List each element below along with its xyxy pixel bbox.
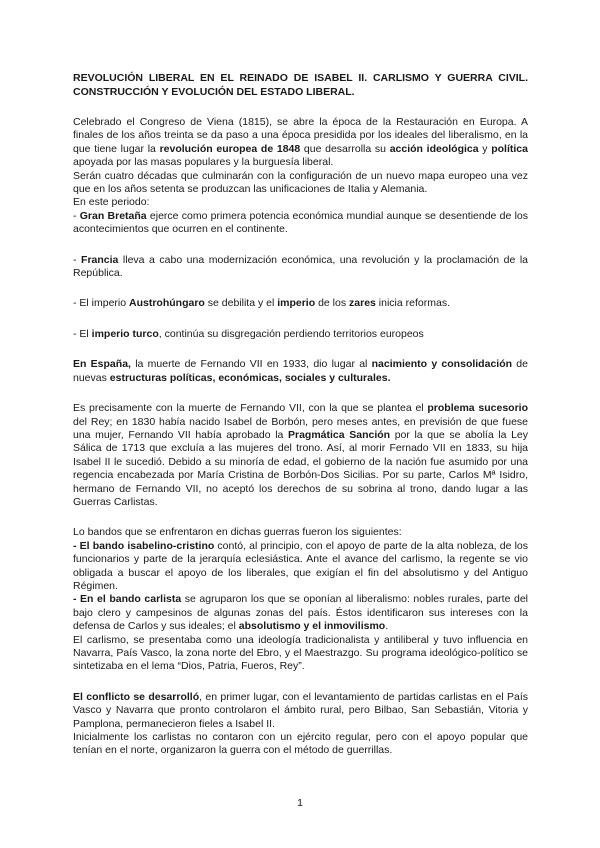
- document-body: [73, 72, 528, 758]
- bold-run: Austrohúngaro: [129, 297, 205, 310]
- bold-run: absolutismo y el inmovilismo: [238, 620, 386, 633]
- sucesion-paragraph: [73, 402, 528, 509]
- text-run: la muerte de Fernando VII en 1933, dio lugar al: [130, 358, 372, 371]
- bando-isabelino-paragraph: [73, 540, 528, 594]
- text-run: Es precisamente con la muerte de Fernando VII, con la que se plantea el: [73, 402, 428, 415]
- bold-run: imperio: [277, 297, 316, 310]
- text-run: de los: [315, 297, 350, 310]
- text-run: de nuevas: [73, 358, 528, 384]
- bold-run: El conflicto se desarrolló: [73, 690, 200, 703]
- list-item-francia: [73, 254, 528, 281]
- text-run: Celebrado el Congreso de Viena (1815), se abre la época de la Restauración en Europa. A finales de los años treinta se da paso a una época presidida por los ideales del liberalismo, en la que tiene lugar la: [73, 116, 528, 155]
- bold-run: política: [491, 142, 528, 155]
- intro-paragraph: [73, 116, 528, 170]
- intro-paragraph-2: Serán cuatro décadas que culminarán con la configuración de un nuevo mapa europeo una vez que en los años setenta se produzcan las unificaciones de Italia y Alemania.: [73, 169, 528, 196]
- text-run: del Rey; en 1830 había nacido Isabel de Borbón, pero meses antes, en previsión de que fuese una mujer, Fernando VII había aprobado la: [73, 415, 528, 441]
- document-title: REVOLUCIÓN LIBERAL EN EL REINADO DE ISABEL II. CARLISMO Y GUERRA CIVIL. CONSTRUCCIÓN Y EVOLUCIÓN DEL ESTADO LIBERAL.: [73, 72, 528, 98]
- spacer: [73, 237, 528, 254]
- carlismo-paragraph: El carlismo, se presentaba como una ideología tradicionalista y antiliberal y tuvo influencia en Navarra, País Vasco, la zona norte del Ebro, y el Maestrazgo. Su programa ideológico-político se sintetizaba en el lema “Dios, Patria, Fueros, Rey”.: [73, 633, 528, 673]
- espana-paragraph: [73, 358, 528, 385]
- bandos-intro: Lo bandos que se enfrentaron en dichas guerras fueron los siguientes:: [73, 526, 402, 539]
- bold-run: problema sucesorio: [427, 402, 528, 415]
- page-number: 1: [297, 797, 303, 809]
- text-run: , en primer lugar, con el levantamiento de partidas carlistas en el País Vasco y Navarra que pronto controlaron el ámbito rural, pero Bilbao, San Sebastián, Vitoria y Pamplona, permanecieron fieles a Isabel II.: [73, 690, 528, 730]
- text-run: y: [478, 142, 492, 155]
- text-run: se agruparon los que se oponían al liberalismo: nobles rurales, parte del bajo clero y campesinos de algunas zonas del país. Éstos identificaron sus intereses con la defensa de Carlos y sus ideales; el: [73, 593, 528, 633]
- text-run: - El: [73, 327, 92, 340]
- bold-run: acción ideológica: [389, 142, 479, 155]
- spacer: [73, 385, 528, 402]
- conflicto-paragraph-2: Inicialmente los carlistas no contaron con un ejército regular, pero con el apoyo popular que tenían en el norte, organizaron la guerra con el método de guerrillas.: [73, 731, 528, 757]
- list-item-imperio-turco: [73, 328, 528, 341]
- spacer: [73, 674, 528, 691]
- spacer: [73, 341, 528, 358]
- bold-run: En España,: [73, 358, 131, 371]
- bold-run: - En el bando carlista: [73, 593, 182, 606]
- bold-run: Pragmática Sanción: [288, 428, 391, 441]
- bold-run: estructuras políticas, económicas, sociales y culturales.: [109, 371, 391, 384]
- text-run: -: [73, 253, 82, 266]
- bold-run: zares: [349, 297, 376, 310]
- text-run: ejerce como primera potencia económica mundial aunque se desentiende de los acontecimientos que ocurren en el continente.: [73, 209, 529, 236]
- bold-run: imperio turco: [91, 327, 159, 340]
- text-run: se debilita y el: [204, 297, 278, 310]
- spacer: [73, 509, 528, 526]
- spacer: [73, 280, 528, 297]
- text-run: apoyada por las masas populares y la burguesía liberal.: [73, 156, 334, 169]
- bold-run: - El bando isabelino-cristino: [73, 539, 215, 552]
- bando-carlista-paragraph: [73, 593, 528, 633]
- text-run: .: [385, 620, 389, 633]
- text-run: que desarrolla su: [300, 142, 390, 155]
- text-run: inicia reformas.: [375, 297, 450, 310]
- text-run: , continúa su disgregación perdiendo territorios europeos: [158, 327, 424, 340]
- text-run: por la que se abolía la Ley Sálica de 1713 que excluía a las mujeres del trono. Así, al morir Fernado VII en 1833, su hija Isabel II le sucedió. Debido a su minoría de edad, el gobierno de la nación fue asumido por una regencia encabezada por María Cristina de Borbón-Dos Sicilias. Por su parte, Carlos Mª Isidro, hermano de Fernando VII, no aceptó los derechos de su sobrina al trono, dando lugar a las Guerras Carlistas.: [73, 428, 529, 508]
- list-item-austrohungaro: [73, 297, 528, 310]
- bold-run: Francia: [81, 253, 119, 266]
- text-run: -: [73, 209, 80, 222]
- bold-run: revolución europea de 1848: [159, 142, 301, 155]
- intro-paragraph-3: En este periodo:: [73, 196, 150, 209]
- text-run: - El imperio: [73, 297, 130, 310]
- spacer: [73, 311, 528, 328]
- text-run: lleva a cabo una modernización económica, una revolución y la proclamación de la República.: [73, 253, 528, 280]
- bold-run: nacimiento y consolidación: [371, 358, 513, 371]
- conflicto-paragraph: [73, 691, 528, 731]
- text-run: contó, al principio, con el apoyo de parte de la alta nobleza, de los funcionarios y parte de la jerarquía eclesiástica. Ante el avance del carlismo, la regente se vio obligada a buscar el apoyo de los liberales, que exigían el fin del absolutismo y del Antiguo Régimen.: [73, 539, 528, 592]
- bold-run: Gran Bretaña: [79, 209, 147, 222]
- list-item-gran-bretana: [73, 210, 528, 237]
